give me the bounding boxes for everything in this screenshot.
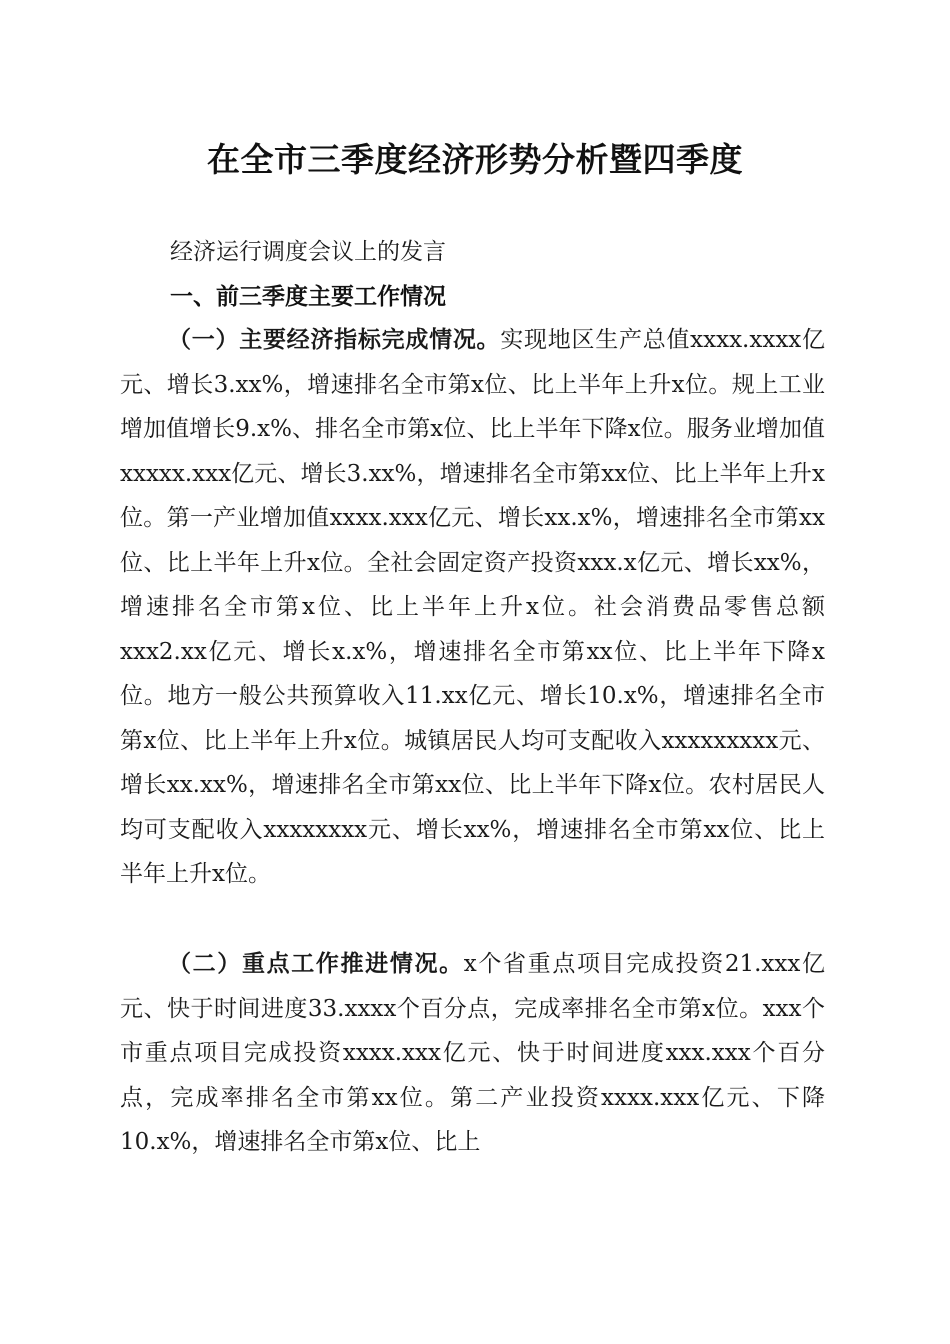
paragraph-lead: （二）重点工作推进情况。 [168, 951, 464, 977]
document-subtitle: 经济运行调度会议上的发言 [170, 239, 446, 265]
document-title: 在全市三季度经济形势分析暨四季度 [207, 140, 743, 179]
paragraph-body: x个省重点项目完成投资21.xxx亿元、快于时间进度33.xxxx个百分点，完成率排名全市第x位。xxx个市重点项目完成投资xxxx.xxx亿元、快于时间进度xxx.xxx个百分点，完成率排名全市第xx位。第二产业投资xxxx.xxx亿元、下降10.x%，增速排名全市第x位、比上 [120, 951, 825, 1155]
section-heading: 一、前三季度主要工作情况 [170, 284, 446, 310]
paragraph-economic-indicators [120, 318, 825, 897]
paragraph-key-work-progress [120, 942, 825, 1165]
paragraph-body: 实现地区生产总值xxxx.xxxx亿元、增长3.xx%，增速排名全市第x位、比上半年上升x位。规上工业增加值增长9.x%、排名全市第x位、比上半年下降x位。服务业增加值xxxxx.xxx亿元、增长3.xx%，增速排名全市第xx位、比上半年上升x位。第一产业增加值xxxx.xxx亿元、增长xx.x%，增速排名全市第xx位、比上半年上升x位。全社会固定资产投资xxx.x亿元、增长xx%，增速排名全市第x位、比上半年上升x位。社会消费品零售总额xxx2.xx亿元、增长x.x%，增速排名全市第xx位、比上半年下降x位。地方一般公共预算收入11.xx亿元、增长10.x%，增速排名全市第x位、比上半年上升x位。城镇居民人均可支配收入xxxxxxxxx元、增长xx.xx%，增速排名全市第xx位、比上半年下降x位。农村居民人均可支配收入xxxxxxxx元、增长xx%，增速排名全市第xx位、比上半年上升x位。 [120, 327, 825, 887]
paragraph-lead: （一）主要经济指标完成情况。 [168, 327, 501, 353]
